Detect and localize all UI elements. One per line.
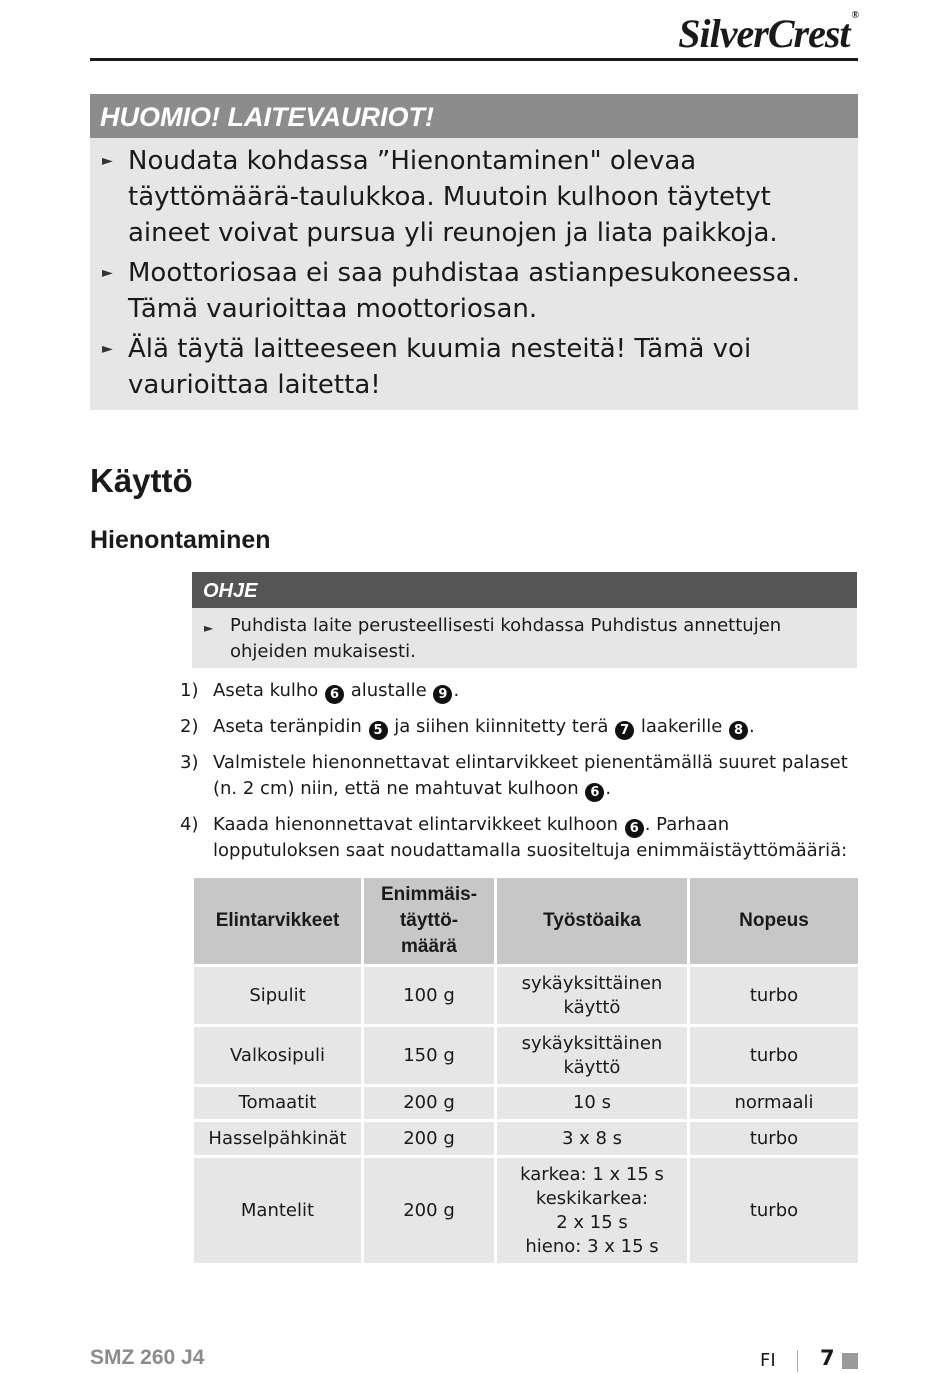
table-cell: Sipulit	[194, 967, 364, 1027]
brand-name: SilverCrest	[678, 11, 850, 56]
table-cell: 10 s	[497, 1087, 690, 1122]
table-cell: karkea: 1 x 15 s keskikarkea: 2 x 15 s hieno: 3 x 15 s	[497, 1158, 690, 1263]
table-row	[194, 1122, 858, 1158]
part-number-badge: 6	[325, 685, 344, 704]
part-number-badge: 5	[369, 721, 388, 740]
bullet-arrow-icon: ►	[204, 621, 214, 635]
bullet-arrow-icon: ►	[102, 265, 113, 281]
column-header-processing-time	[497, 878, 690, 967]
note-box	[192, 572, 857, 668]
column-header-food	[194, 878, 364, 967]
table-row	[194, 1087, 858, 1122]
step-text: .	[749, 716, 755, 737]
table-cell: 200 g	[364, 1158, 497, 1263]
table-cell: turbo	[690, 1158, 858, 1263]
step-list	[180, 678, 860, 874]
note-text: Puhdista laite perusteellisesti kohdassa Puhdistus annettujen ohjeiden mukaisesti.	[230, 615, 782, 662]
step-text: Aseta teränpidin	[213, 716, 368, 737]
table-cell: 3 x 8 s	[497, 1122, 690, 1158]
step-text: .	[605, 778, 612, 799]
step-text: Kaada hienonnettavat elintarvikkeet kulhoon	[213, 814, 624, 835]
registered-mark: ®	[851, 10, 858, 21]
header-text: Elintarvikkeet	[215, 910, 340, 931]
step-item	[180, 678, 860, 704]
step-text: Valmistele hienonnettavat elintarvikkeet pienentämällä suuret palaset (n. 2 cm) niin, että ne mahtuvat kulhoon	[213, 752, 848, 799]
note-body	[192, 608, 857, 665]
warning-item-text: Moottoriosaa ei saa puhdistaa astianpesukoneessa. Tämä vaurioittaa moottoriosan.	[128, 258, 800, 324]
step-text: laakerille	[635, 716, 728, 737]
warning-list	[90, 143, 858, 403]
section-title: Käyttö	[90, 462, 193, 499]
step-number: 2)	[180, 716, 199, 737]
bullet-arrow-icon: ►	[102, 153, 113, 169]
header-text: Nopeus	[739, 910, 809, 931]
note-heading: OHJE	[192, 572, 857, 608]
footer-language: FI	[760, 1350, 776, 1371]
header-text: Enimmäis- täyttö- määrä	[380, 884, 478, 957]
section-subtitle: Hienontaminen	[90, 526, 271, 554]
column-header-max-fill	[364, 878, 497, 967]
part-number-badge: 7	[615, 721, 634, 740]
footer-divider	[797, 1350, 798, 1372]
table-cell: sykäyksittäinen käyttö	[497, 1027, 690, 1087]
part-number-badge: 8	[729, 721, 748, 740]
table-header-row	[194, 878, 858, 967]
header-rule	[90, 58, 858, 61]
step-number: 3)	[180, 752, 199, 773]
table-row	[194, 1027, 858, 1087]
fill-quantity-table	[194, 878, 858, 1263]
step-item	[180, 812, 860, 864]
step-text: .	[453, 680, 460, 701]
table-cell: 150 g	[364, 1027, 497, 1087]
step-number: 1)	[180, 680, 199, 701]
column-header-speed	[690, 878, 858, 967]
table-cell: Mantelit	[194, 1158, 364, 1263]
part-number-badge: 6	[585, 783, 604, 802]
warning-item-text: Älä täytä laitteeseen kuumia nesteitä! Tämä voi vaurioittaa laitetta!	[128, 334, 752, 400]
footer-model: SMZ 260 J4	[90, 1346, 205, 1369]
step-item	[180, 750, 860, 802]
warning-item	[102, 143, 848, 251]
table-cell: Tomaatit	[194, 1087, 364, 1122]
page-marker-square-icon	[842, 1353, 858, 1369]
step-text: Aseta kulho	[213, 680, 324, 701]
warning-item-text: Noudata kohdassa ”Hienontaminen" olevaa täyttömäärä-taulukkoa. Muutoin kulhoon täytetyt aineet voivat pursua yli reunojen ja liata paikkoja.	[128, 146, 778, 248]
bullet-arrow-icon: ►	[102, 341, 113, 357]
warning-box	[90, 94, 858, 410]
step-number: 4)	[180, 814, 199, 835]
table-cell: normaali	[690, 1087, 858, 1122]
table-row	[194, 1158, 858, 1263]
table-cell: 200 g	[364, 1122, 497, 1158]
warning-item	[102, 331, 848, 403]
part-number-badge: 6	[625, 819, 644, 838]
table-cell: Valkosipuli	[194, 1027, 364, 1087]
step-text: . Parhaan lopputuloksen saat noudattamalla suositeltuja enimmäistäyttömääriä:	[213, 814, 848, 861]
table-row	[194, 967, 858, 1027]
table-cell: turbo	[690, 1122, 858, 1158]
table-cell: turbo	[690, 1027, 858, 1087]
step-text: alustalle	[345, 680, 433, 701]
table-cell: Hasselpähkinät	[194, 1122, 364, 1158]
footer-page-number: 7	[820, 1346, 835, 1370]
table-cell: sykäyksittäinen käyttö	[497, 967, 690, 1027]
table-cell: turbo	[690, 967, 858, 1027]
brand-logo	[678, 10, 858, 57]
warning-heading: HUOMIO! LAITEVAURIOT!	[90, 94, 858, 138]
part-number-badge: 9	[433, 685, 452, 704]
table-cell: 200 g	[364, 1087, 497, 1122]
warning-item	[102, 255, 848, 327]
step-item	[180, 714, 860, 740]
table-cell: 100 g	[364, 967, 497, 1027]
step-text: ja siihen kiinnitetty terä	[388, 716, 615, 737]
header-text: Työstöaika	[543, 910, 641, 931]
